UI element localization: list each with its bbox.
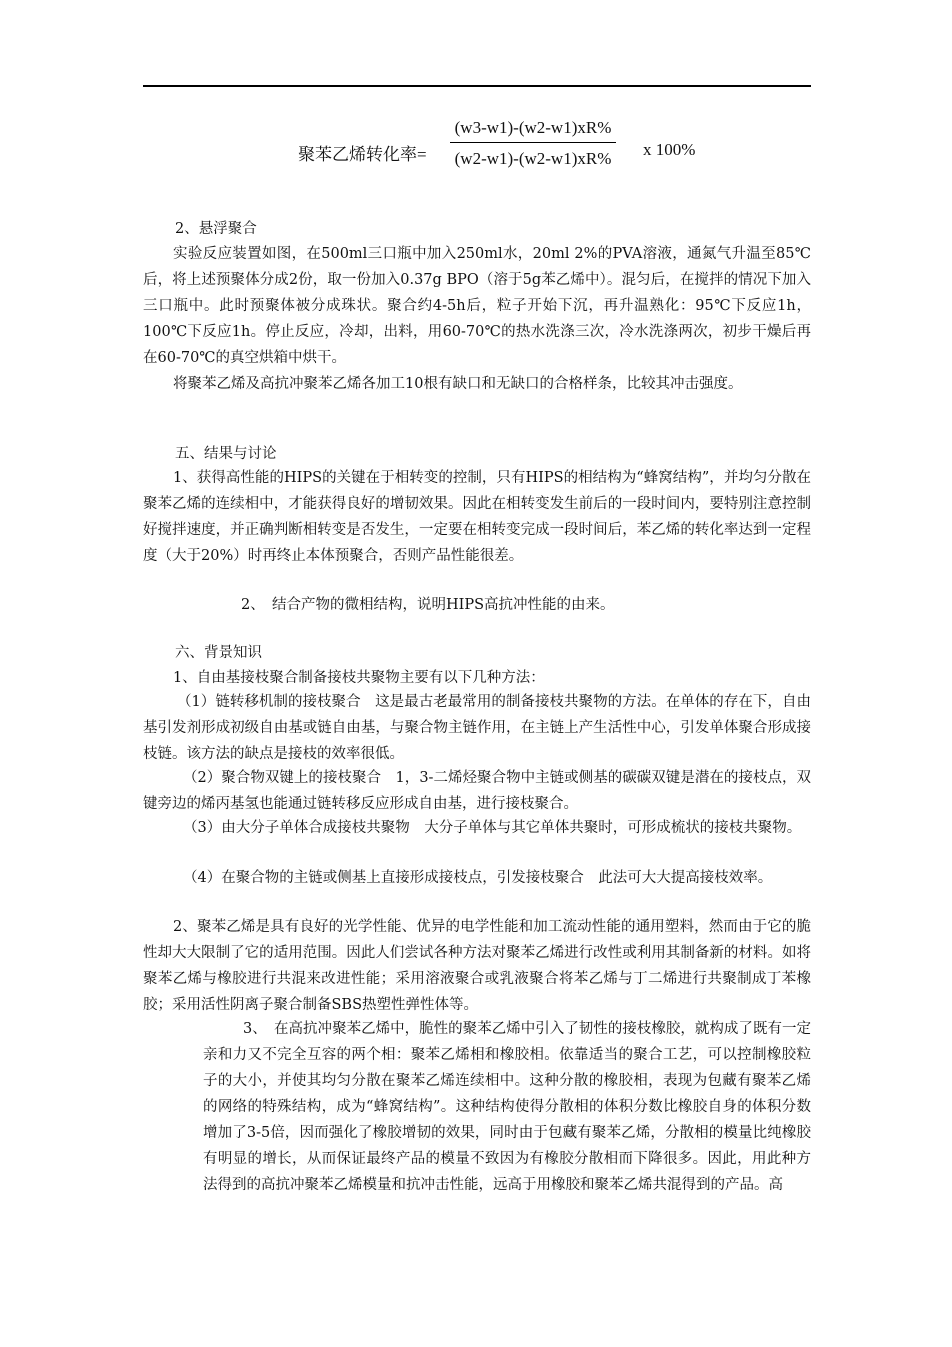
- paragraph-method-1: （1）链转移机制的接枝聚合 这是最古老最常用的制备接枝共聚物的方法。在单体的存在下，自由基引发剂形成初级自由基或链自由基，与聚合物主链作用，在主链上产生活性中心，引发单体聚合形成接枝链。该方法的缺点是接枝的效率很低。: [143, 694, 811, 762]
- formula-fraction: [448, 118, 618, 169]
- formula-denominator: (w2-w1)-(w2-w1)xR%: [454, 149, 612, 168]
- section-heading-suspension: 2、悬浮聚合: [175, 221, 257, 237]
- paragraph-background-3: 3、 在高抗冲聚苯乙烯中，脆性的聚苯乙烯中引入了韧性的接枝橡胶，就构成了既有一定亲和力又不完全互容的两个相：聚苯乙烯相和橡胶相。依靠适当的聚合工艺，可以控制橡胶粒子的大小，并使其均匀分散在聚苯乙烯连续相中。这种分散的橡胶相，表现为包藏有聚苯乙烯的网络的特殊结构，成为“蜂窝结构”。这种结构使得分散相的体积分数比橡胶自身的体积分数增加了3-5倍，因而强化了橡胶增韧的效果，同时由于包藏有聚苯乙烯，分散相的模量比纯橡胶有明显的增长，从而保证最终产品的模量不致因为有橡胶分散相而下降很多。因此，用此种方法得到的高抗冲聚苯乙烯模量和抗冲击性能，远高于用橡胶和聚苯乙烯共混得到的产品。高: [203, 1021, 811, 1193]
- section-heading-background: 六、背景知识: [175, 645, 262, 661]
- paragraph-background-1: 1、自由基接枝聚合制备接枝共聚物主要有以下几种方法：: [173, 670, 545, 686]
- formula-numerator: (w3-w1)-(w2-w1)xR%: [454, 118, 612, 137]
- paragraph-method-3: （3）由大分子单体合成接枝共聚物 大分子单体与其它单体共聚时，可形成梳状的接枝共聚物。: [183, 820, 802, 836]
- paragraph-method-2: （2）聚合物双键上的接枝聚合 1，3-二烯烃聚合物中主链或侧基的碳碳双键是潜在的接枝点，双键旁边的烯丙基氢也能通过链转移反应形成自由基，进行接枝聚合。: [143, 770, 811, 812]
- formula-multiplier: x 100%: [643, 140, 696, 159]
- section-heading-results: 五、结果与讨论: [175, 446, 277, 462]
- top-rule: [143, 85, 811, 87]
- formula-lhs: 聚苯乙烯转化率=: [298, 145, 427, 164]
- paragraph-suspension-procedure: 实验反应装置如图，在500ml三口瓶中加入250ml水，20ml 2%的PVA溶液，通氮气升温至85℃后，将上述预聚体分成2份，取一份加入0.37g BPO（溶于5g苯乙烯中）。混匀后，在搅拌的情况下加入三口瓶中。此时预聚体被分成珠状。聚合约4-5h后，粒子开始下沉，再升温熟化：95℃下反应1h，100℃下反应1h。停止反应，冷却，出料，用60-70℃的热水洗涤三次，冷水洗涤两次，初步干燥后再在60-70℃的真空烘箱中烘干。: [143, 246, 811, 366]
- paragraph-results-2: 2、 结合产物的微相结构，说明HIPS高抗冲性能的由来。: [241, 597, 615, 613]
- conversion-formula: [298, 118, 718, 188]
- paragraph-method-4: （4）在聚合物的主链或侧基上直接形成接枝点，引发接枝聚合 此法可大大提高接枝效率。: [183, 870, 773, 886]
- paragraph-background-2: 2、聚苯乙烯是具有良好的光学性能、优异的电学性能和加工流动性能的通用塑料，然而由于它的脆性却大大限制了它的适用范围。因此人们尝试各种方法对聚苯乙烯进行改性或利用其制备新的材料。如将聚苯乙烯与橡胶进行共混来改进性能；采用溶液聚合或乳液聚合将苯乙烯与丁二烯进行共聚制成丁苯橡胶；采用活性阴离子聚合制备SBS热塑性弹性体等。: [143, 919, 811, 1013]
- paragraph-results-1: 1、获得高性能的HIPS的关键在于相转变的控制，只有HIPS的相结构为“蜂窝结构”，并均匀分散在聚苯乙烯的连续相中，才能获得良好的增韧效果。因此在相转变发生前后的一段时间内，要特别注意控制好搅拌速度，并正确判断相转变是否发生，一定要在相转变完成一段时间后，苯乙烯的转化率达到一定程度（大于20%）时再终止本体预聚合，否则产品性能很差。: [143, 470, 811, 564]
- paragraph-impact-test: 将聚苯乙烯及高抗冲聚苯乙烯各加工10根有缺口和无缺口的合格样条，比较其冲击强度。: [173, 376, 743, 392]
